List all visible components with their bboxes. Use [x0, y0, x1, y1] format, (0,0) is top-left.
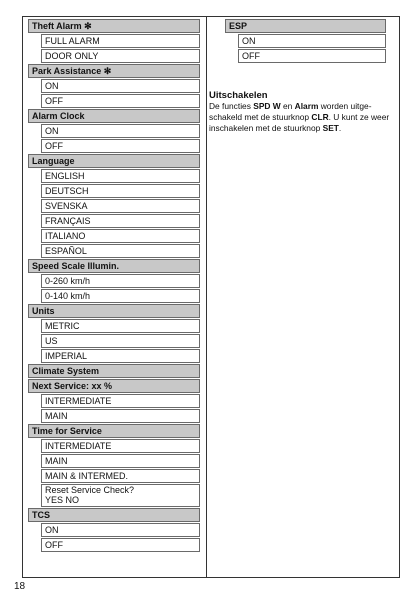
menu-option-main-intermed: MAIN & INTERMED.	[41, 469, 200, 483]
menu-option-imperial: IMPERIAL	[41, 349, 200, 363]
menu-option-us: US	[41, 334, 200, 348]
menu-option-on: ON	[238, 34, 386, 48]
menu-option-on: ON	[41, 124, 200, 138]
menu-option-on: ON	[41, 79, 200, 93]
menu-option-svenska: SVENSKA	[41, 199, 200, 213]
menu-option-off: OFF	[41, 538, 200, 552]
menu-option-intermediate: INTERMEDIATE	[41, 439, 200, 453]
menu-option-main: MAIN	[41, 454, 200, 468]
menu-option-metric: METRIC	[41, 319, 200, 333]
menu-header-park-assistance: Park Assistance ✻	[28, 64, 200, 78]
body-text-run: worden uitge-schakeld met de stuurknop	[209, 101, 372, 123]
body-text-run: .	[338, 123, 342, 134]
menu-option-off: OFF	[238, 49, 386, 63]
menu-header-next-service-xx: Next Service: xx %	[28, 379, 200, 393]
menu-option-0-260-km-h: 0-260 km/h	[41, 274, 200, 288]
menu-option-main: MAIN	[41, 409, 200, 423]
menu-header-alarm-clock: Alarm Clock	[28, 109, 200, 123]
menu-option-intermediate: INTERMEDIATE	[41, 394, 200, 408]
bold-term: SET	[322, 123, 339, 134]
menu-header-esp: ESP	[225, 19, 386, 33]
menu-option-espa-ol: ESPAÑOL	[41, 244, 200, 258]
section-body-text	[209, 101, 394, 135]
menu-header-time-for-service: Time for Service	[28, 424, 200, 438]
menu-option-off: OFF	[41, 94, 200, 108]
column-divider	[206, 16, 207, 578]
menu-option-reset-service-check-yes-no: Reset Service Check? YES NO	[41, 484, 200, 507]
right-menu-column	[225, 19, 386, 64]
menu-header-climate-system: Climate System	[28, 364, 200, 378]
bold-term: CLR	[311, 112, 329, 123]
menu-header-speed-scale-illumin: Speed Scale Illumin.	[28, 259, 200, 273]
menu-option-deutsch: DEUTSCH	[41, 184, 200, 198]
section-heading: Uitschakelen	[209, 90, 268, 101]
menu-header-theft-alarm: Theft Alarm ✻	[28, 19, 200, 33]
menu-header-language: Language	[28, 154, 200, 168]
page-number: 18	[14, 581, 26, 592]
menu-option-full-alarm: FULL ALARM	[41, 34, 200, 48]
menu-option-english: ENGLISH	[41, 169, 200, 183]
menu-header-tcs: TCS	[28, 508, 200, 522]
menu-option-0-140-km-h: 0-140 km/h	[41, 289, 200, 303]
menu-option-on: ON	[41, 523, 200, 537]
menu-option-fran-ais: FRANÇAIS	[41, 214, 200, 228]
bold-term: Alarm	[294, 101, 319, 111]
menu-option-italiano: ITALIANO	[41, 229, 200, 243]
menu-option-door-only: DOOR ONLY	[41, 49, 200, 63]
menu-option-off: OFF	[41, 139, 200, 153]
menu-header-units: Units	[28, 304, 200, 318]
body-text-run: . U kunt ze weer inschakelen met de stuurknop	[209, 112, 390, 134]
bold-term: SPD W	[253, 101, 281, 111]
left-menu-column	[28, 19, 200, 553]
body-text-run: De functies	[209, 101, 254, 111]
body-text-run: en	[280, 101, 295, 111]
